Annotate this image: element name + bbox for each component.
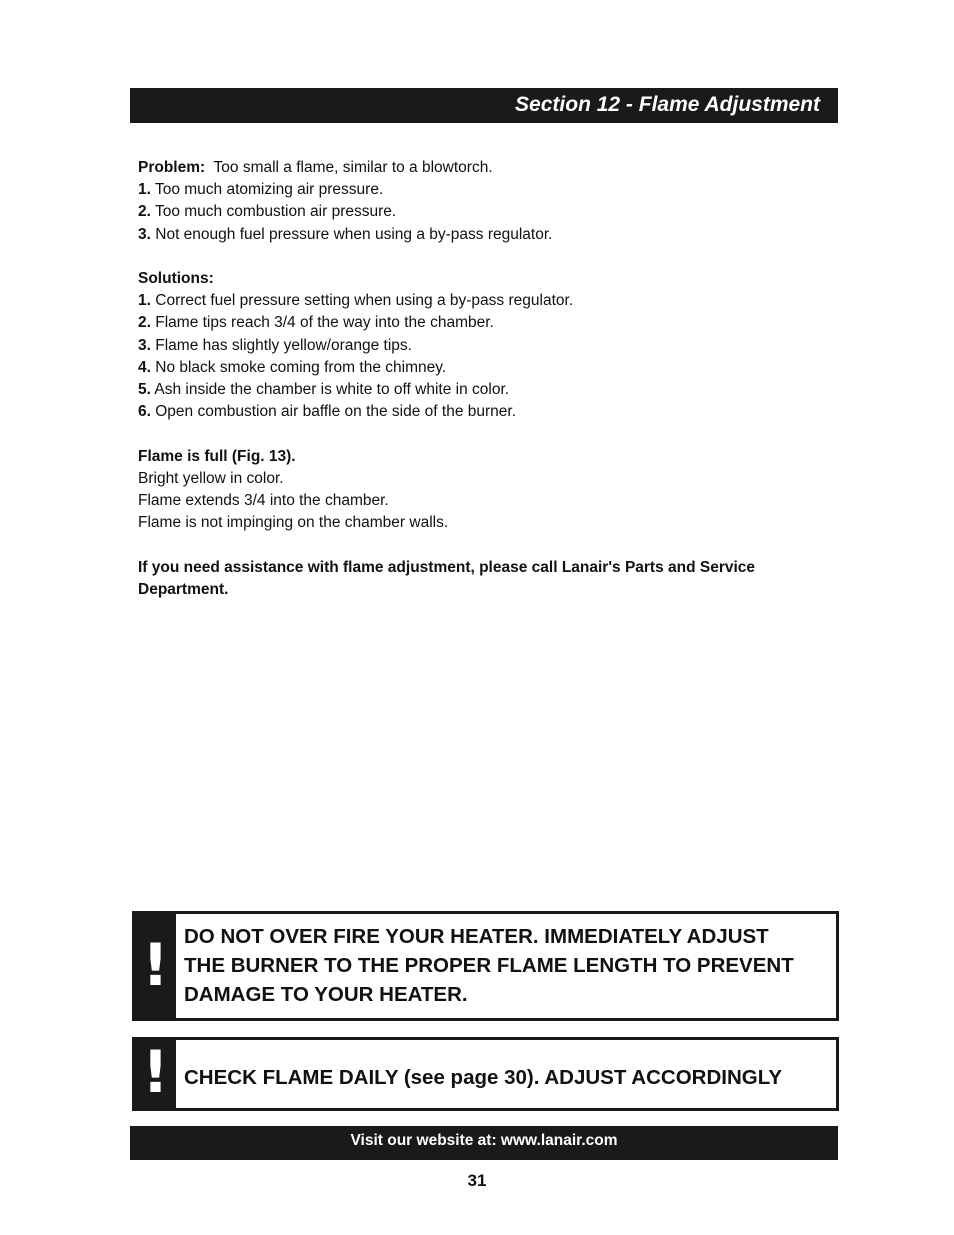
flame-full-line: Bright yellow in color. [138,469,284,487]
exclamation-icon: ! [142,931,169,999]
warning-line: CHECK FLAME DAILY (see page 30). ADJUST ACCORDINGLY [184,1066,783,1089]
warning-text [184,922,818,1009]
item-text: Flame has slightly yellow/orange tips. [155,336,412,354]
item-number: 3. [138,225,151,243]
item-text: Too much atomizing air pressure. [154,181,384,199]
item-number: 2. [138,314,151,332]
assistance-line: If you need assistance with flame adjustment, please call Lanair's Parts and Service [138,558,756,576]
exclamation-icon: ! [142,1038,169,1106]
main-content [138,157,818,623]
item-number: 1. [138,181,151,199]
solution-item [138,357,818,379]
item-number: 6. [138,403,151,421]
problem-label: Problem: [138,159,206,176]
solutions-label: Solutions: [138,270,214,287]
flame-full-line: Flame is not impinging on the chamber walls. [138,514,449,532]
problem-block [138,157,818,246]
problem-item [138,179,818,201]
assistance-note [138,557,818,601]
warning-line: THE BURNER TO THE PROPER FLAME LENGTH TO PREVENT [184,954,794,977]
solution-item [138,290,818,312]
problem-item [138,224,818,246]
problem-line [138,157,818,179]
item-number: 3. [138,336,151,354]
warning-text [184,1063,818,1092]
problem-text: Too small a flame, similar to a blowtorch. [213,159,493,176]
assistance-line: Department. [138,580,229,598]
warning-box-over-fire [132,911,839,1021]
flame-full-line: Flame extends 3/4 into the chamber. [138,492,389,510]
section-title: Section 12 - Flame Adjustment [515,93,820,116]
flame-full-heading: Flame is full (Fig. 13). [138,447,296,465]
item-text: No black smoke coming from the chimney. [155,358,447,376]
warning-box-check-flame [132,1037,839,1111]
item-text: Too much combustion air pressure. [154,203,397,221]
flame-full-block [138,446,818,535]
website-text: Visit our website at: www.lanair.com [350,1132,618,1149]
problem-item [138,201,818,223]
item-number: 4. [138,358,151,376]
item-number: 2. [138,203,151,221]
solution-item [138,379,818,401]
item-text: Not enough fuel pressure when using a by-pass regulator. [155,225,553,243]
page-number: 31 [467,1171,487,1190]
item-text: Correct fuel pressure setting when using a by-pass regulator. [155,292,574,310]
solution-item [138,312,818,334]
item-text: Flame tips reach 3/4 of the way into the chamber. [155,314,494,332]
warning-line: DO NOT OVER FIRE YOUR HEATER. IMMEDIATELY ADJUST [184,925,769,948]
item-text: Open combustion air baffle on the side of the burner. [155,403,517,421]
footer-bar [130,1126,838,1160]
warning-line: DAMAGE TO YOUR HEATER. [184,983,468,1006]
item-number: 1. [138,292,151,310]
solutions-block [138,268,818,423]
item-number: 5. [138,381,151,399]
item-text: Ash inside the chamber is white to off white in color. [154,381,510,399]
solution-item [138,335,818,357]
section-header [130,88,838,123]
solution-item [138,401,818,423]
